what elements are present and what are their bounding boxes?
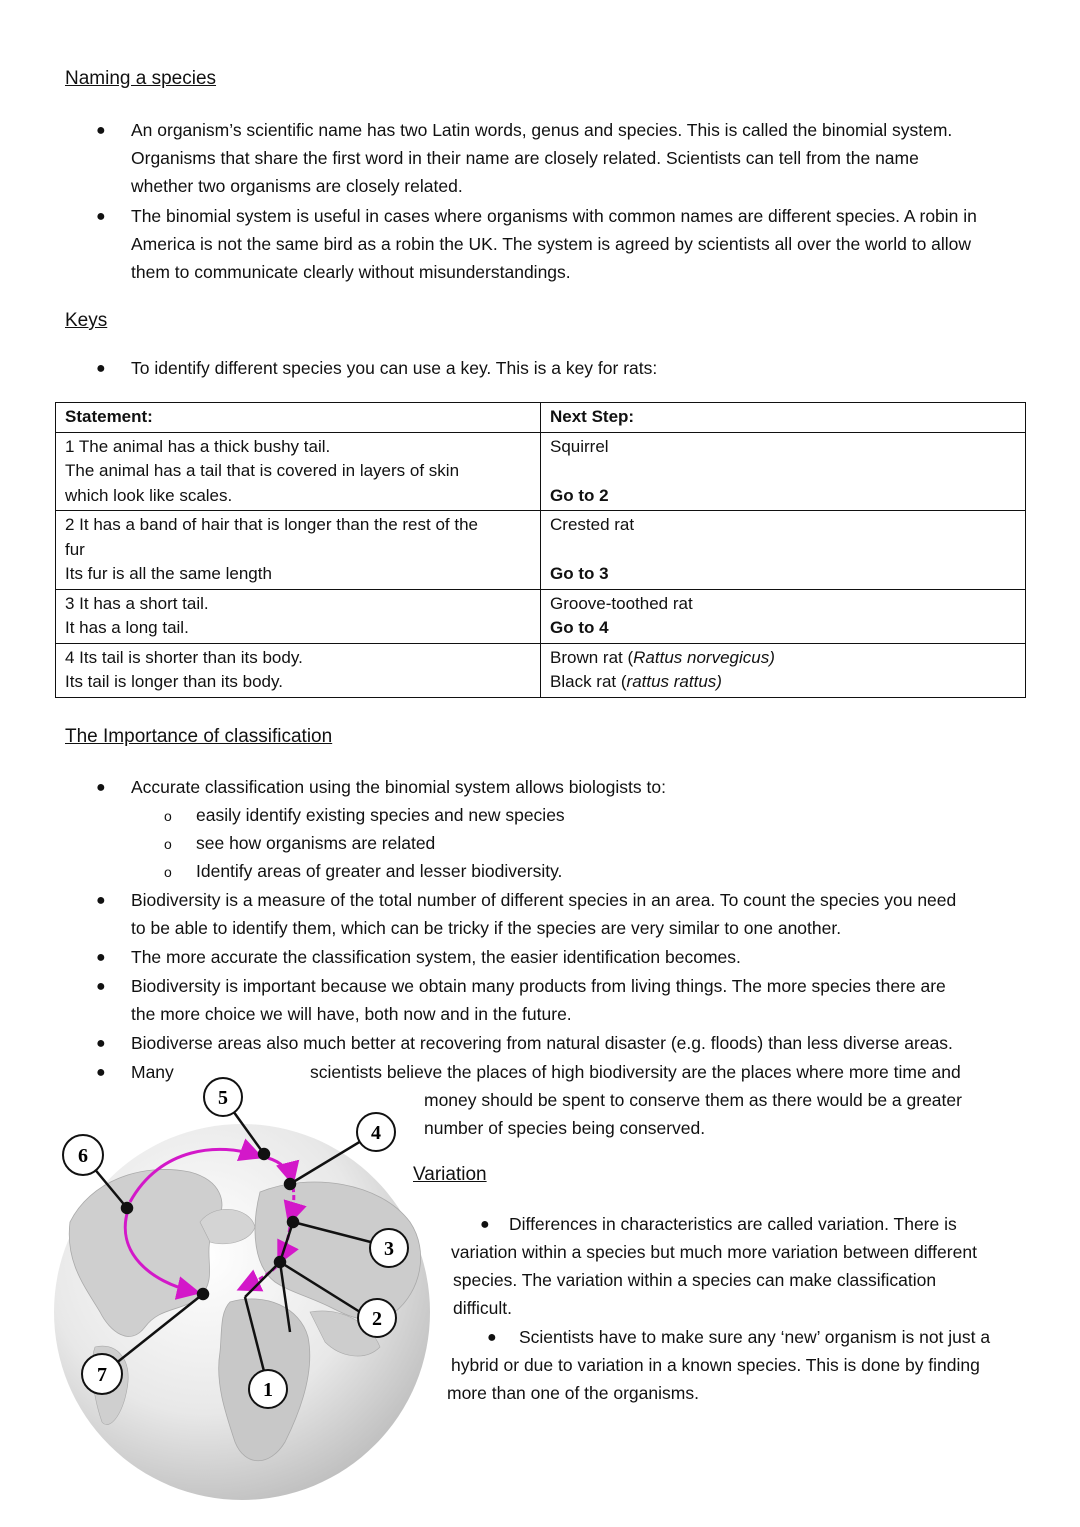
header-next-step: Next Step: [541,403,1026,433]
sub-bullet-2: see how organisms are related [196,833,436,853]
importance-bullet-6-line-1: scientists believe the places of high biodiversity are the places where more time and [310,1062,961,1082]
variation-p1-line-3: species. The variation within a species can make classification [453,1270,937,1290]
importance-bullet-4: Biodiversity is important because we obtain many products from living things. The more species there are the more choice we will have, both now and in the future. [131,976,946,1024]
bullet-marker: ● [487,1329,497,1346]
table-header-row [56,403,1026,433]
variation-p2-line-1: Scientists have to make sure any ‘new’ organism is not just a [519,1327,991,1347]
sub-bullet-1: easily identify existing species and new species [196,805,565,825]
sub-bullet-marker: o [164,808,172,824]
next-step-cell: Crested rat Go to 3 [541,511,1026,590]
importance-bullet-1: Accurate classification using the binomial system allows biologists to: [131,777,666,797]
importance-bullet-6-line-2: money should be spent to conserve them as there would be a greater [424,1090,962,1110]
importance-bullet-2: Biodiversity is a measure of the total number of different species in an area. To count the species you need to be able to identify them, which can be tricky if the species are very similar to one another. [131,890,957,938]
variation-p1-line-2: variation within a species but much more variation between different [451,1242,977,1262]
statement-cell: 1 The animal has a thick bushy tail. The animal has a tail that is covered in layers of skin which look like scales. [56,432,541,511]
section-heading-naming: Naming a species [65,68,217,89]
sub-bullet-marker: o [164,836,172,852]
globe-svg [50,1062,440,1512]
bullet-marker: ● [96,1064,106,1081]
keys-intro: To identify different species you can use a key. This is a key for rats: [131,358,658,378]
bullet-marker: ● [96,978,106,995]
next-step-cell: Groove-toothed rat Go to 4 [541,589,1026,643]
table-row [56,432,1026,511]
rat-key-table [55,402,1026,698]
section-heading-keys: Keys [65,310,108,331]
variation-p2-line-2: hybrid or due to variation in a known species. This is done by finding [451,1355,980,1375]
statement-cell: 2 It has a band of hair that is longer than the rest of the fur Its fur is all the same length [56,511,541,590]
map-label-5: 5 [218,1087,228,1109]
migration-globe-map [50,1062,440,1512]
table-row [56,589,1026,643]
variation-p2-line-3: more than one of the organisms. [447,1383,699,1403]
map-label-3: 3 [384,1238,394,1260]
map-label-4: 4 [371,1122,381,1144]
map-label-2: 2 [372,1308,382,1330]
naming-bullet-2: The binomial system is useful in cases where organisms with common names are different species. A robin in America is not the same bird as a robin the UK. The system is agreed by scientists all over the world to allow them to communicate clearly without misunderstandings. [131,206,977,282]
bullet-marker: ● [96,949,106,966]
bullet-marker: ● [96,360,106,377]
importance-bullet-3: The more accurate the classification system, the easier identification becomes. [131,947,741,967]
header-statement: Statement: [56,403,541,433]
bullet-marker: ● [96,1035,106,1052]
bullet-marker: ● [96,208,106,225]
next-step-cell: Brown rat (Rattus norvegicus) Black rat (rattus rattus) [541,643,1026,697]
naming-bullet-1: An organism’s scientific name has two Latin words, genus and species. This is called the binomial system. Organisms that share the first word in their name are closely related. Scientists can tell from the name whether two organisms are closely related. [131,120,953,196]
section-heading-importance: The Importance of classification [65,726,333,747]
bullet-marker: ● [96,892,106,909]
bullet-marker: ● [480,1216,490,1233]
map-label-7: 7 [97,1364,107,1386]
variation-p1-line-1: Differences in characteristics are called variation. There is [509,1214,957,1234]
importance-bullet-5: Biodiverse areas also much better at recovering from natural disaster (e.g. floods) than less diverse areas. [131,1033,953,1053]
map-label-1: 1 [263,1379,273,1401]
table-row [56,643,1026,697]
map-label-6: 6 [78,1145,88,1167]
section-heading-variation: Variation [413,1164,487,1185]
bullet-marker: ● [96,122,106,139]
statement-cell: 4 Its tail is shorter than its body. Its tail is longer than its body. [56,643,541,697]
table-row [56,511,1026,590]
variation-p1-line-4: difficult. [453,1298,513,1318]
importance-bullet-6-start: Many [131,1062,174,1082]
next-step-cell: Squirrel Go to 2 [541,432,1026,511]
importance-bullet-6-line-3: number of species being conserved. [424,1118,706,1138]
sub-bullet-3: Identify areas of greater and lesser biodiversity. [196,861,563,881]
sub-bullet-marker: o [164,864,172,880]
bullet-marker: ● [96,779,106,796]
statement-cell: 3 It has a short tail. It has a long tail. [56,589,541,643]
